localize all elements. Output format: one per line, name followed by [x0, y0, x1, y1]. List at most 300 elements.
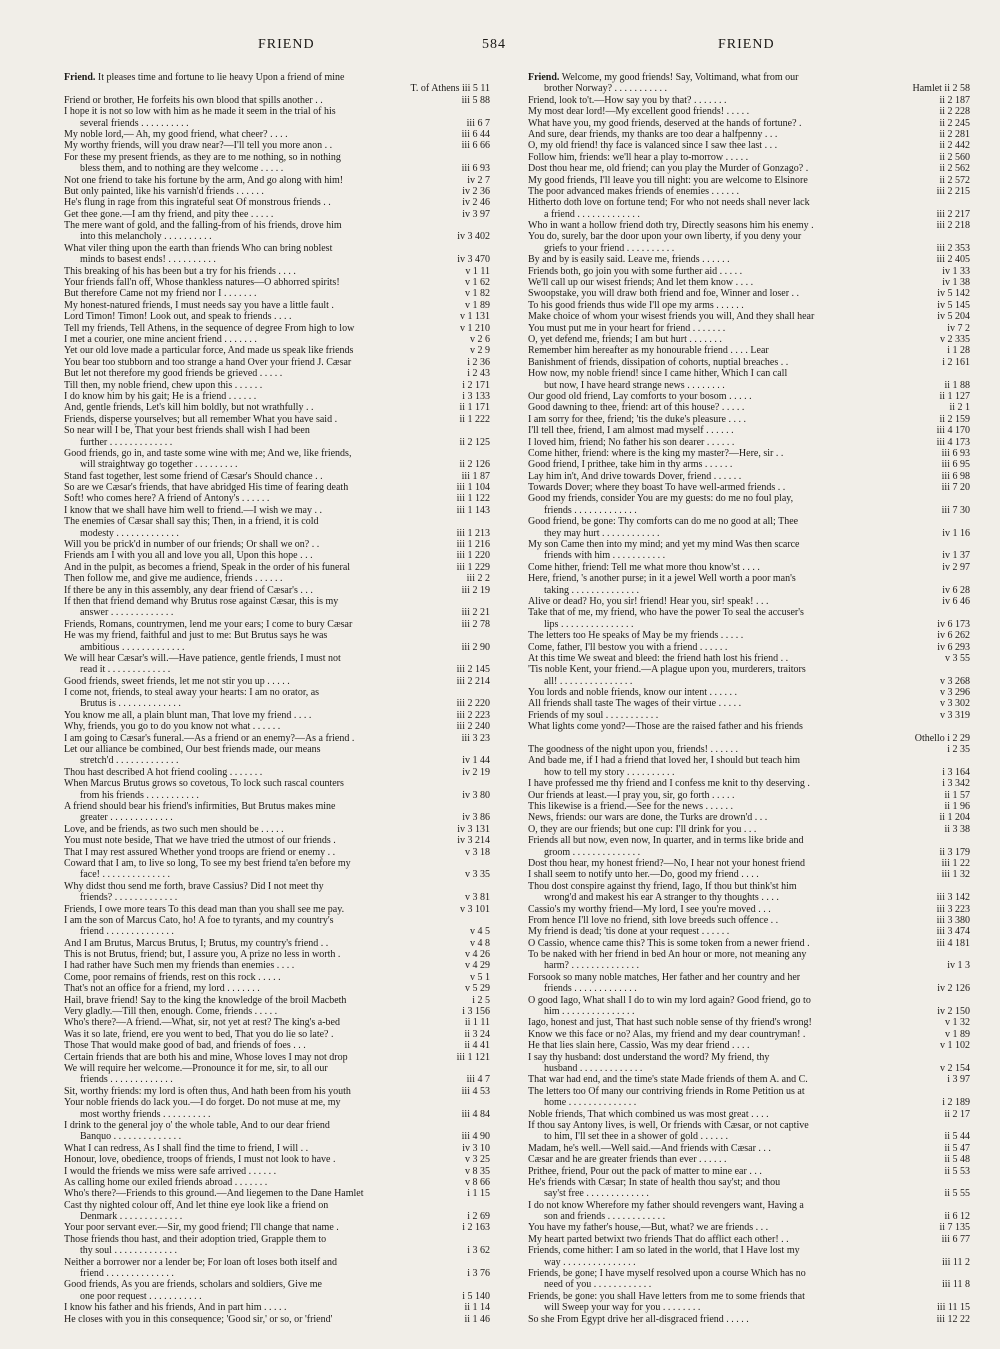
reference: iv 2 97: [942, 561, 970, 573]
reference: iii 7 30: [941, 504, 970, 516]
reference: ii 1 14: [464, 1302, 490, 1314]
entry-line: [64, 140, 490, 151]
reference: ii 2 126: [459, 459, 490, 471]
quotation-text: I do not know Wherefore my father should revengers want, Having a: [528, 1199, 804, 1211]
reference: ii 1 222: [459, 413, 490, 425]
quotation-text: You bear too stubborn and too strange a hand Over your friend J. Cæsar: [64, 356, 352, 368]
quotation-text: need of you . . . . . . . . . . . .: [544, 1279, 652, 1291]
entry-line: [528, 129, 970, 140]
reference: v 4 5: [470, 926, 490, 938]
reference: iii 3 142: [936, 892, 970, 904]
entry-line: [64, 1200, 490, 1211]
reference: iii 2 240: [456, 721, 490, 733]
quotation-text: You must put me in your heart for friend . . . . . . .: [528, 322, 726, 334]
quotation-text: Cassio's my worthy friend—My lord, I see you're moved . . .: [528, 903, 771, 915]
entry-line: [64, 653, 490, 664]
quotation-text: Why, friends, you go to do you know not what . . . . . .: [64, 721, 281, 733]
reference: ii 5 53: [944, 1165, 970, 1177]
reference: ii 7 135: [939, 1222, 970, 1234]
quotation-text: Come, father, I'll bestow you with a friend . . . . . .: [528, 641, 728, 653]
reference: iii 2 218: [936, 220, 970, 232]
quotation-text: You lords and noble friends, know our intent . . . . . .: [528, 687, 737, 699]
reference: v 1 102: [940, 1040, 970, 1052]
quotation-text: He's friends with Cæsar; In state of health thou say'st; and thou: [528, 1176, 781, 1188]
quotation-text: Stand fast together, lest some friend of Cæsar's Should chance . .: [64, 470, 323, 482]
reference: iii 6 95: [941, 459, 970, 471]
quotation-text: You have my father's house,—But, what? we are friends . . .: [528, 1222, 769, 1234]
entry-line: [64, 767, 490, 778]
reference: i 2 163: [462, 1222, 490, 1234]
quotation-text: Dost thou hear, my honest friend?—No, I hear not your honest friend: [528, 857, 806, 869]
quotation-text: And in the pulpit, as becomes a friend, Speak in the order of his funeral: [64, 561, 351, 573]
entry-line: [528, 231, 970, 242]
quotation-text: I have professed me thy friend and I confess me knit to thy deserving .: [528, 778, 810, 790]
quotation-text: Friends, disperse yourselves; but all remember What you have said .: [64, 413, 338, 425]
quotation-text: ambitious . . . . . . . . . . . . .: [80, 641, 185, 653]
reference: v 2 6: [470, 333, 490, 345]
entry-line: [64, 402, 490, 413]
reference: iii 1 143: [456, 504, 490, 516]
reference: ii 5 47: [944, 1142, 970, 1154]
quotation-text: Was it so late, friend, ere you went to bed, That you do lie so late? .: [64, 1028, 334, 1040]
quotation-text: friend . . . . . . . . . . . . . .: [80, 926, 174, 938]
quotation-text: Good friends, sweet friends, let me not stir you up . . . . .: [64, 675, 290, 687]
quotation-text: Brutus is . . . . . . . . . . . . .: [80, 698, 181, 710]
reference: iii 1 216: [456, 539, 490, 551]
entry-line: [528, 664, 970, 675]
quotation-text: Let our alliance be combined, Our best friends made, our means: [64, 744, 321, 756]
entry-line: [64, 881, 490, 892]
entry-line: [528, 812, 970, 823]
reference: ii 2 125: [459, 436, 490, 448]
reference: v 3 81: [465, 892, 490, 904]
entry-line: [528, 402, 970, 413]
quotation-text: I know that we shall have him well to friend.—I wish we may . .: [64, 504, 322, 516]
reference: iii 1 122: [456, 493, 490, 505]
quotation-text: And I am Brutus, Marcus Brutus, I; Brutus, my country's friend . .: [64, 937, 329, 949]
quotation-text: My most dear lord!—My excellent good friends! . . . . .: [528, 106, 750, 118]
entry-line: [528, 607, 970, 618]
entry-line: [64, 778, 490, 789]
quotation-text: they may hurt . . . . . . . . . . . .: [544, 527, 660, 539]
entry-line: [64, 482, 490, 493]
reference: ii 2 17: [944, 1108, 970, 1120]
quotation-text: I do know him by his gait; He is a friend . . . . . .: [64, 390, 257, 402]
entry-line: [528, 300, 970, 311]
entry-line: [528, 1029, 970, 1040]
entry-line: [64, 1006, 490, 1017]
quotation-text: minds to basest ends! . . . . . . . . . .: [80, 254, 216, 266]
reference: iii 1 121: [456, 1051, 490, 1063]
entry-line: [528, 152, 970, 163]
quotation-text: Cæsar and he are greater friends than ever . . . . . .: [528, 1154, 727, 1166]
entry-line: [64, 1268, 490, 1279]
quotation-text: how to tell my story . . . . . . . . . .: [544, 766, 675, 778]
entry-line: [64, 1188, 490, 1199]
reference: v 1 89: [945, 1028, 970, 1040]
quotation-text: Make choice of whom your wisest friends you will, And they shall hear: [528, 311, 815, 323]
quotation-text: Very gladly.—Till then, enough. Come, friends . . . . .: [64, 1006, 278, 1018]
entry-line: [528, 1177, 970, 1188]
entry-line: [64, 642, 490, 653]
entry-line: [528, 858, 970, 869]
reference: i 1 15: [467, 1188, 490, 1200]
reference: i 1 28: [947, 345, 970, 357]
quotation-text: Honour, love, obedience, troops of friends, I must not look to have .: [64, 1154, 336, 1166]
quotation-text: Coward that I am, to live so long, To see my best friend ta'en before my: [64, 857, 351, 869]
reference: iv 3 97: [462, 208, 490, 220]
reference: i 2 189: [942, 1097, 970, 1109]
entry-line: [64, 311, 490, 322]
entry-line: [528, 1291, 970, 1302]
entry-line: [64, 493, 490, 504]
quotation-text: Friends both, go join you with some further aid . . . . .: [528, 265, 743, 277]
quotation-text: News, friends: our wars are done, the Turks are drown'd . . .: [528, 812, 768, 824]
quotation-text: So she From Egypt drive her all-disgraced friend . . . . .: [528, 1313, 749, 1325]
reference: ii 2 442: [939, 140, 970, 152]
entry-line: [528, 277, 970, 288]
entry-line: [64, 209, 490, 220]
entry-line: [64, 437, 490, 448]
reference: iii 2 2: [466, 573, 490, 585]
quotation-text: friends . . . . . . . . . . . . .: [544, 983, 637, 995]
reference: ii 1 88: [944, 379, 970, 391]
entry-line: [528, 243, 970, 254]
entry-line: [64, 585, 490, 596]
entry-line: [528, 881, 970, 892]
entry-line: [64, 277, 490, 288]
reference: iii 4 173: [936, 436, 970, 448]
entry-line: [528, 72, 970, 83]
reference: i 2 43: [467, 368, 490, 380]
reference: ii 4 41: [464, 1040, 490, 1052]
reference: iv 1 37: [942, 550, 970, 562]
entry-line: [528, 1052, 970, 1063]
entry-line: [64, 824, 490, 835]
entry-line: [528, 505, 970, 516]
reference: iii 4 181: [936, 937, 970, 949]
quotation-text: Those That would make good of bad, and friends of foes . . .: [64, 1040, 306, 1052]
entry-line: [528, 710, 970, 721]
entry-line: [528, 163, 970, 174]
quotation-text: The letters too He speaks of May be my friends . . . . .: [528, 630, 744, 642]
quotation-text: Friends am I with you all and love you all, Upon this hope . . .: [64, 550, 313, 562]
quotation-text: answer . . . . . . . . . . . . .: [80, 607, 174, 619]
entry-line: [64, 345, 490, 356]
entry-line: [64, 163, 490, 174]
reference: ii 2 187: [939, 94, 970, 106]
entry-line: [528, 311, 970, 322]
reference: iii 2 223: [456, 709, 490, 721]
reference: iii 3 23: [461, 732, 490, 744]
entry-line: [64, 83, 490, 94]
entry-line: [528, 1188, 970, 1199]
reference: iii 6 77: [941, 1233, 970, 1245]
reference: iv 3 86: [462, 812, 490, 824]
reference: v 2 9: [470, 345, 490, 357]
quotation-text: O, yet defend me, friends; I am but hurt . . . . . . .: [528, 333, 722, 345]
quotation-text: taking . . . . . . . . . . . . . .: [544, 584, 639, 596]
quotation-text: friend . . . . . . . . . . . . . .: [80, 1268, 174, 1280]
quotation-text: As calling home our exiled friends abroad . . . . . . .: [64, 1176, 268, 1188]
reference: iii 2 145: [456, 664, 490, 676]
reference: i 2 35: [947, 744, 970, 756]
reference: ii 1 96: [944, 801, 970, 812]
quotation-text: O, my old friend! thy face is valanced since I saw thee last . . .: [528, 140, 778, 152]
entry-line: [64, 175, 490, 186]
reference: iii 1 220: [456, 550, 490, 562]
reference: iii 2 214: [456, 675, 490, 687]
entry-line: [528, 915, 970, 926]
reference: ii 2 228: [939, 106, 970, 118]
quotation-text: Till then, my noble friend, chew upon this . . . . . .: [64, 379, 263, 391]
entry-line: [528, 528, 970, 539]
entry-line: [528, 1086, 970, 1097]
reference: i 3 97: [947, 1074, 970, 1086]
quotation-text: My honest-natured friends, I must needs say you have a little fault .: [64, 299, 334, 311]
entry-line: [64, 812, 490, 823]
quotation-text: Good friends, As you are friends, scholars and soldiers, Give me: [64, 1279, 322, 1291]
quotation-text: all! . . . . . . . . . . . . . . .: [544, 675, 633, 687]
quotation-text: Friend or brother, He forfeits his own blood that spills another . .: [64, 94, 323, 106]
reference: iv 6 28: [942, 584, 970, 596]
entry-line: [528, 197, 970, 208]
reference: ii 2 281: [939, 128, 970, 140]
quotation-text: Lord Timon! Timon! Look out, and speak to friends . . . .: [64, 311, 292, 323]
quotation-text: groom . . . . . . . . . . . . . .: [544, 846, 641, 858]
reference: iii 7 20: [941, 482, 970, 494]
quotation-text: The poor advanced makes friends of enemies . . . . . .: [528, 185, 740, 197]
reference: iv 7 2: [947, 322, 970, 334]
quotation-text: This breaking of his has been but a try for his friends . . . .: [64, 265, 296, 277]
entry-line: [528, 334, 970, 345]
quotation-text: Love, and be friends, as two such men should be . . . . .: [64, 823, 284, 835]
quotation-text: We'll call up our wisest friends; And let them know . . . .: [528, 277, 754, 289]
entry-line: [64, 414, 490, 425]
quotation-text: Come hither, friend: where is the king my master?—Here, sir . .: [528, 447, 784, 459]
reference: ii 2 159: [939, 413, 970, 425]
entry-line: [528, 323, 970, 334]
reference: iv 3 10: [462, 1142, 490, 1154]
quotation-text: Thou dost conspire against thy friend, Iago, If thou but think'st him: [528, 880, 797, 892]
quotation-text: friends with him . . . . . . . . . . .: [544, 550, 666, 562]
entry-line: [528, 459, 970, 470]
quotation-text: Swoopstake, you will draw both friend and foe, Winner and loser . .: [528, 288, 800, 300]
quotation-text: My good friends, I'll leave you till night: you are welcome to Elsinore: [528, 174, 808, 186]
entry-line: [528, 175, 970, 186]
entry-line: [64, 300, 490, 311]
entry-line: [64, 847, 490, 858]
entry-line: [528, 288, 970, 299]
quotation-text: O Cassio, whence came this? This is some token from a newer friend .: [528, 937, 810, 949]
entry-line: [64, 938, 490, 949]
entry-line: [528, 744, 970, 755]
quotation-text: friends . . . . . . . . . . . . .: [80, 1074, 173, 1086]
entry-line: [64, 1052, 490, 1063]
entry-line: [528, 1074, 970, 1085]
quotation-text: The goodness of the night upon you, friends! . . . . . .: [528, 744, 738, 756]
quotation-text: Take that of me, my friend, who have the power To seal the accuser's: [528, 607, 804, 619]
quotation-text: 'Tis noble Kent, your friend.—A plague upon you, murderers, traitors: [528, 664, 806, 676]
reference: v 1 89: [465, 299, 490, 311]
entry-line: [528, 1109, 970, 1120]
entry-line: [528, 1166, 970, 1177]
reference: ii 1 57: [944, 789, 970, 801]
reference: iv 1 44: [462, 755, 490, 767]
quotation-text: greater . . . . . . . . . . . . .: [80, 812, 173, 824]
entry-line: [528, 516, 970, 527]
quotation-text: But let not therefore my good friends be grieved . . . . .: [64, 368, 283, 380]
entry-line: [528, 482, 970, 493]
reference: iii 6 93: [941, 447, 970, 459]
reference: ii 5 55: [944, 1188, 970, 1200]
quotation-text: Hitherto doth love on fortune tend; For who not needs shall never lack: [528, 197, 810, 209]
quotation-text: Friend. It pleases time and fortune to lie heavy Upon a friend of mine: [64, 72, 345, 83]
quotation-text: stretch'd . . . . . . . . . . . . .: [80, 755, 179, 767]
entry-line: [528, 778, 970, 789]
quotation-text: say'st free . . . . . . . . . . . . .: [544, 1188, 649, 1200]
entry-line: [528, 1006, 970, 1017]
entry-line: [528, 653, 970, 664]
entry-line: [64, 152, 490, 163]
quotation-text: Friends, come hither: I am so lated in the world, that I Have lost my: [528, 1245, 800, 1257]
reference: iv 2 19: [462, 766, 490, 778]
reference: iv 1 38: [942, 277, 970, 289]
header-right-word: FRIEND: [718, 37, 775, 52]
quotation-text: I had rather have Such men my friends than enemies . . . .: [64, 960, 295, 972]
entry-line: [528, 266, 970, 277]
quotation-text: And, gentle friends, Let's kill him boldly, but not wrathfully . .: [64, 402, 314, 414]
reference: i 2 171: [462, 379, 490, 391]
quotation-text: him . . . . . . . . . . . . . . .: [544, 1006, 635, 1018]
reference: ii 6 12: [944, 1211, 970, 1223]
reference: ii 3 24: [464, 1028, 490, 1040]
entry-line: [64, 1279, 490, 1290]
entry-line: [64, 687, 490, 698]
entry-line: [528, 721, 970, 732]
quotation-text: bless them, and to nothing are they welcome . . . . .: [80, 163, 284, 175]
entry-line: [64, 619, 490, 630]
entry-line: [528, 1200, 970, 1211]
reference: iii 2 353: [936, 242, 970, 254]
entry-line: [528, 493, 970, 504]
entry-line: [64, 220, 490, 231]
quotation-text: For these my present friends, as they are to me nothing, so in nothing: [64, 151, 341, 163]
reference: ii 2 245: [939, 117, 970, 129]
quotation-text: Know we this face or no? Alas, my friend and my dear countryman! .: [528, 1028, 806, 1040]
reference: ii 3 38: [944, 823, 970, 835]
reference: i 3 156: [462, 1006, 490, 1018]
reference: ii 1 46: [464, 1313, 490, 1325]
reference: iii 4 53: [461, 1085, 490, 1097]
quotation-text: By and by is easily said. Leave me, friends . . . . . .: [528, 254, 730, 266]
entry-line: [64, 801, 490, 812]
quotation-text: Who's there?—A friend.—What, sir, not yet at rest? The king's a-bed: [64, 1017, 340, 1029]
quotation-text: At this time We sweat and bleed: the friend hath lost his friend . .: [528, 652, 789, 664]
entry-line: [64, 721, 490, 732]
left-column: [64, 72, 490, 1325]
quotation-text: Friends of my soul . . . . . . . . . . .: [528, 709, 659, 721]
entry-line: [64, 755, 490, 766]
entry-line: [64, 1234, 490, 1245]
quotation-text: Get thee gone.—I am thy friend, and pity thee . . . . .: [64, 208, 274, 220]
quotation-text: Here, friend, 's another purse; in it a jewel Well worth a poor man's: [528, 573, 796, 585]
reference: i 2 69: [467, 1211, 490, 1223]
entry-line: [528, 801, 970, 812]
reference: iii 4 84: [461, 1108, 490, 1120]
entry-line: [528, 1131, 970, 1142]
reference: iii 2 217: [936, 208, 970, 220]
quotation-text: one poor request . . . . . . . . . . .: [80, 1290, 202, 1302]
reference: iv 2 46: [462, 197, 490, 209]
quotation-text: Forsook so many noble matches, Her father and her country and her: [528, 971, 801, 983]
quotation-text: Towards Dover; where they boast To have well-armed friends . .: [528, 482, 786, 494]
entry-line: [64, 186, 490, 197]
entry-line: [64, 1017, 490, 1028]
entry-line: [64, 1040, 490, 1051]
reference: iii 1 213: [456, 527, 490, 539]
reference: iii 12 22: [936, 1313, 970, 1325]
quotation-text: further . . . . . . . . . . . . .: [80, 436, 173, 448]
quotation-text: He closes with you in this consequence; 'Good sir,' or so, or 'friend': [64, 1313, 333, 1325]
entry-line: [64, 1143, 490, 1154]
entry-line: [64, 983, 490, 994]
reference: iv 3 80: [462, 789, 490, 801]
reference: iii 3 223: [936, 903, 970, 915]
entry-line: [64, 904, 490, 915]
quotation-text: What I can redress, As I shall find the time to friend, I will . .: [64, 1142, 309, 1154]
entry-line: [64, 915, 490, 926]
reference: v 1 11: [465, 265, 490, 277]
reference: iv 1 33: [942, 265, 970, 277]
entry-line: [528, 960, 970, 971]
quotation-text: Friends, I owe more tears To this dead man than you shall see me pay.: [64, 903, 345, 915]
quotation-text: Certain friends that are both his and mine, Whose loves I may not drop: [64, 1051, 348, 1063]
entry-line: [64, 1086, 490, 1097]
quotation-text: Prithee, friend, Pour out the pack of matter to mine ear . . .: [528, 1165, 762, 1177]
quotation-text: Friend, look to't.—How say you by that? . . . . . . .: [528, 94, 727, 106]
entry-line: [528, 1245, 970, 1256]
entry-line: [64, 368, 490, 379]
entry-line: [528, 186, 970, 197]
entry-line: [528, 471, 970, 482]
entry-line: [528, 357, 970, 368]
entry-line: [528, 1222, 970, 1233]
quotation-text: He's flung in rage from this ingrateful seat Of monstrous friends . .: [64, 197, 331, 209]
quotation-text: husband . . . . . . . . . . . . .: [544, 1062, 643, 1074]
reference: v 3 302: [940, 698, 970, 710]
entry-line: [528, 209, 970, 220]
quotation-text: Lay him in't, And drive towards Dover, friend . . . . . .: [528, 470, 742, 482]
quotation-text: This likewise is a friend.—See for the news . . . . . .: [528, 801, 733, 812]
reference: iii 4 170: [936, 425, 970, 437]
entry-line: [528, 1154, 970, 1165]
quotation-text: From hence I'll love no friend, sith love breeds such offence . .: [528, 914, 779, 926]
reference: v 4 29: [465, 960, 490, 972]
entry-line: [64, 596, 490, 607]
reference: iii 1 87: [461, 470, 490, 482]
reference: iv 5 142: [937, 288, 970, 300]
entry-line: [64, 254, 490, 265]
entry-line: [64, 129, 490, 140]
quotation-text: most worthy friends . . . . . . . . . .: [80, 1108, 211, 1120]
quotation-text: What have you, my good friends, deserved at the hands of fortune? .: [528, 117, 802, 129]
entry-line: [528, 1234, 970, 1245]
quotation-text: Cast thy nighted colour off, And let thine eye look like a friend on: [64, 1199, 329, 1211]
entry-line: [64, 266, 490, 277]
quotation-text: But only painted, like his varnish'd friends . . . . . .: [64, 185, 264, 197]
entry-line: [64, 118, 490, 129]
